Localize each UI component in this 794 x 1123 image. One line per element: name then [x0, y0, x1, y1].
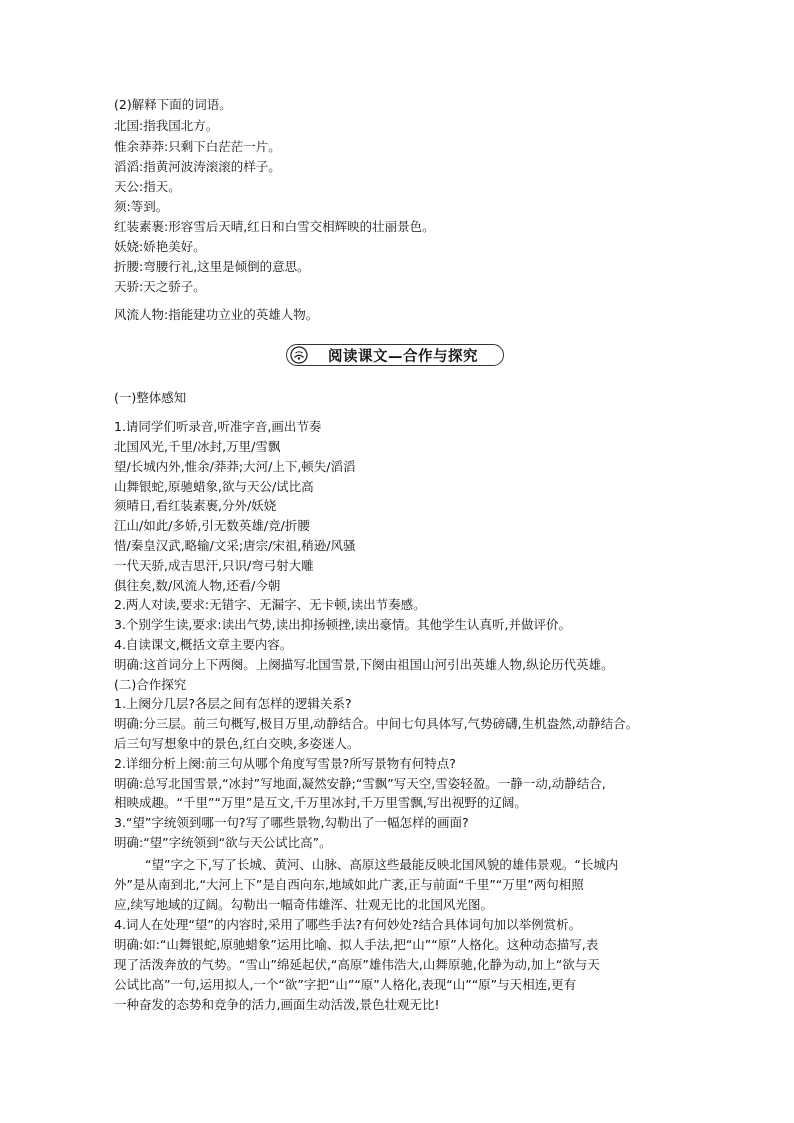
vocab-item: 折腰:弯腰行礼,这里是倾倒的意思。 — [114, 259, 310, 274]
answer-line: 应,续写地域的辽阔。勾勒出一幅奇伟雄浑、壮观无比的北国风光图。 — [114, 897, 493, 912]
poem-line: 北国风光,千里/冰封,万里/雪飘 — [114, 439, 281, 454]
answer-line: 明确:如:“山舞银蛇,原驰蜡象”运用比喻、拟人手法,把“山”“原”人格化。这种动态描写,表 — [114, 937, 599, 952]
vocab-item: 天骄:天之骄子。 — [114, 279, 206, 294]
question-line: 4.词人在处理“望”的内容时,采用了哪些手法?有何妙处?结合具体词句加以举例赏析。 — [114, 917, 582, 932]
poem-line: 江山/如此/多娇,引无数英雄/竞/折腰 — [114, 518, 310, 533]
answer-line: 现了活泼奔放的气势。“雪山”绵延起伏,“高原”雄伟浩大,山舞原驰,化静为动,加上“欲与天 — [114, 957, 600, 972]
vocab-item: 红装素裹:形容雪后天晴,红日和白雪交相辉映的壮丽景色。 — [114, 219, 435, 234]
answer-line: 外”是从南到北,“大河上下”是自西向东,地域如此广袤,正与前面“千里”“万里”两句相照 — [114, 877, 584, 892]
vocab-item: 妖娆:娇艳美好。 — [114, 239, 206, 254]
answer-line: 后三句写想象中的景色,红白交映,多姿迷人。 — [114, 736, 360, 751]
vocab-item: 北国:指我国北方。 — [114, 118, 219, 133]
answer-line: 明确:总写北国雪景,“冰封”写地面,凝然安静;“雪飘”写天空,雪姿轻盈。一静一动,动静结合, — [114, 776, 606, 791]
section-title: 阅读课文—合作与探究 — [328, 348, 478, 365]
vocab-item: 风流人物:指能建功立业的英雄人物。 — [114, 307, 319, 322]
poem-line: 山舞银蛇,原驰蜡象,欲与天公/试比高 — [114, 479, 314, 494]
poem-line: 俱往矣,数/风流人物,还看/今朝 — [114, 578, 281, 593]
body-line: 4.自读课文,概括文章主要内容。 — [114, 637, 293, 652]
answer-line: 相映成趣。“千里”“万里”是互文,千万里冰封,千万里雪飘,写出视野的辽阔。 — [114, 795, 527, 810]
question-line: 2.详细分析上阕:前三句从哪个角度写雪景?所写景物有何特点? — [114, 756, 456, 771]
reading-icon — [290, 346, 308, 364]
answer-line: 明确:“望”字统领到“欲与天公试比高”。 — [114, 835, 332, 850]
body-line: 1.请同学们听录音,听准字音,画出节奏 — [114, 419, 322, 434]
subheading: (一)整体感知 — [114, 390, 187, 405]
body-line: 3.个别学生读,要求:读出气势,读出抑扬顿挫,读出豪情。其他学生认真听,并做评价。 — [114, 617, 572, 632]
section-banner — [286, 344, 504, 366]
body-line: 2.两人对读,要求:无错字、无漏字、无卡顿,读出节奏感。 — [114, 597, 426, 612]
answer-line: 明确:分三层。前三句概写,极目万里,动静结合。中间七句具体写,气势磅礴,生机盎然,动静结合。 — [114, 716, 639, 731]
poem-line: 望/长城内外,惟余/莽莽;大河/上下,顿失/滔滔 — [114, 459, 356, 474]
answer-line: “望”字之下,写了长城、黄河、山脉、高原这些最能反映北国风貌的雄伟景观。“长城内 — [145, 857, 619, 872]
subheading: (二)合作探究 — [114, 677, 187, 692]
vocab-heading: (2)解释下面的词语。 — [114, 97, 232, 112]
poem-line: 一代天骄,成吉思汗,只识/弯弓射大雕 — [114, 558, 314, 573]
answer-line: 明确:这首词分上下两阕。上阕描写北国雪景,下阕由祖国山河引出英雄人物,纵论历代英雄。 — [114, 657, 614, 672]
answer-line: 一种奋发的态势和竞争的活力,画面生动活泼,景色壮观无比! — [114, 997, 440, 1012]
answer-line: 公试比高”一句,运用拟人,一个“欲”字把“山”“原”人格化,表现“山”“原”与天相连,更有 — [114, 977, 577, 992]
question-line: 1.上阕分几层?各层之间有怎样的逻辑关系? — [114, 696, 352, 711]
poem-line: 须晴日,看红装素裹,分外/妖娆 — [114, 498, 277, 513]
vocab-item: 须:等到。 — [114, 199, 169, 214]
poem-line: 惜/秦皇汉武,略输/文采;唐宗/宋祖,稍逊/风骚 — [114, 538, 356, 553]
question-line: 3.“望”字统领到哪一句?写了哪些景物,勾勒出了一幅怎样的画面? — [114, 815, 469, 830]
vocab-item: 滔滔:指黄河波涛滚滚的样子。 — [114, 159, 281, 174]
vocab-item: 惟余莽莽:只剩下白茫茫一片。 — [114, 139, 281, 154]
vocab-item: 天公:指天。 — [114, 179, 181, 194]
